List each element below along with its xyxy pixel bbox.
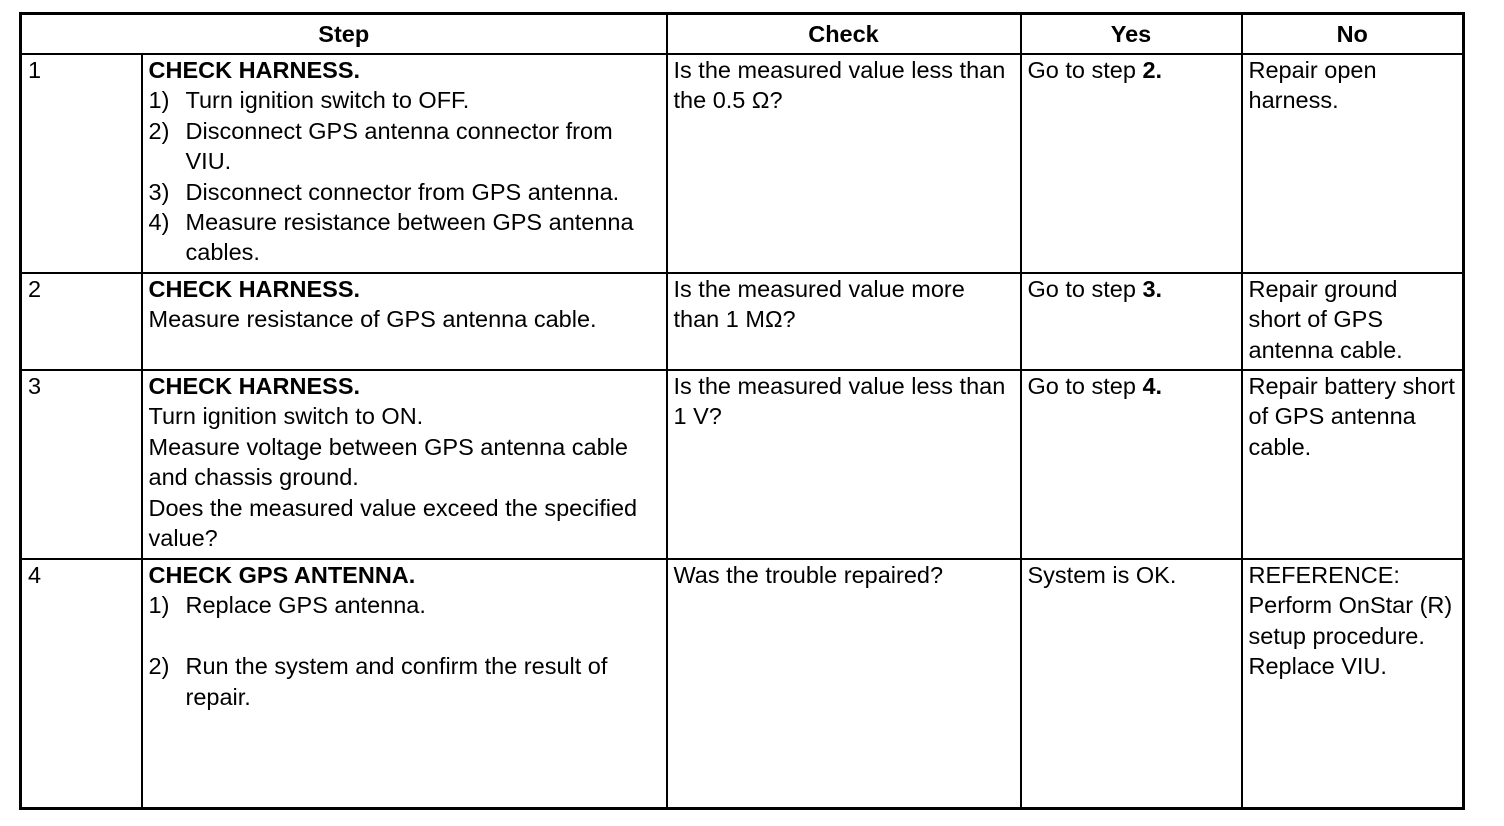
header-no: No — [1242, 14, 1464, 55]
step-line: Does the measured value exceed the specified value? — [148, 494, 638, 552]
substep-number: 1) — [148, 87, 170, 114]
step-cell — [142, 273, 667, 370]
check-cell: Was the trouble repaired? — [667, 559, 1021, 809]
no-cell: Repair battery short of GPS antenna cable. — [1242, 370, 1464, 559]
step-title: CHECK HARNESS. — [148, 373, 361, 399]
step-number: 1 — [21, 54, 142, 273]
substep-text: Run the system and confirm the result of repair. — [185, 653, 608, 710]
yes-step-ref: 3. — [1142, 276, 1163, 302]
substep — [149, 177, 660, 207]
step-cell — [142, 559, 667, 809]
yes-step-ref: 4. — [1142, 373, 1163, 399]
header-step: Step — [21, 14, 667, 55]
substep-spacer — [149, 621, 660, 651]
yes-step-ref: 2. — [1142, 57, 1163, 83]
substep-text: Turn ignition switch to OFF. — [185, 87, 470, 114]
substep-number: 2) — [148, 117, 170, 144]
diagnostic-table — [19, 12, 1465, 810]
substep-text: Disconnect GPS antenna connector from VIU. — [185, 117, 613, 175]
yes-cell: System is OK. — [1021, 559, 1242, 809]
check-cell: Is the measured value less than 1 V? — [667, 370, 1021, 559]
table-row — [21, 273, 1464, 370]
substep — [149, 207, 660, 268]
step-title: CHECK GPS ANTENNA. — [148, 562, 416, 588]
no-line: REFERENCE: — [1248, 562, 1400, 588]
yes-text: Go to step — [1027, 276, 1143, 302]
no-cell — [1242, 559, 1464, 809]
yes-text: Go to step — [1027, 57, 1143, 83]
header-check: Check — [667, 14, 1021, 55]
substep-number: 2) — [148, 653, 170, 680]
step-cell — [142, 54, 667, 273]
header-yes: Yes — [1021, 14, 1242, 55]
header-row — [21, 14, 1464, 55]
table-row — [21, 370, 1464, 559]
yes-cell — [1021, 54, 1242, 273]
step-line: Measure voltage between GPS antenna cable and chassis ground. — [148, 433, 628, 491]
check-cell: Is the measured value less than the 0.5 Ω? — [667, 54, 1021, 273]
substep-number: 4) — [148, 209, 170, 236]
no-cell: Repair ground short of GPS antenna cable. — [1242, 273, 1464, 370]
substep-number: 1) — [148, 592, 170, 619]
substep — [149, 85, 660, 115]
step-line: Turn ignition switch to ON. — [148, 403, 424, 430]
substep-text: Disconnect connector from GPS antenna. — [185, 178, 620, 205]
yes-text: Go to step — [1027, 373, 1143, 399]
yes-cell — [1021, 370, 1242, 559]
substep-number: 3) — [148, 178, 170, 205]
table-row — [21, 559, 1464, 809]
table-row — [21, 54, 1464, 273]
step-title: CHECK HARNESS. — [148, 57, 361, 83]
step-number: 3 — [21, 370, 142, 559]
substep — [149, 590, 660, 620]
substep — [149, 116, 660, 177]
no-line: Perform OnStar (R) setup procedure. — [1248, 592, 1453, 649]
check-cell: Is the measured value more than 1 MΩ? — [667, 273, 1021, 370]
substep-text: Replace GPS antenna. — [185, 592, 426, 619]
step-number: 2 — [21, 273, 142, 370]
substep — [149, 651, 660, 712]
substep-text: Measure resistance between GPS antenna cables. — [185, 209, 634, 266]
yes-cell — [1021, 273, 1242, 370]
no-line: Replace VIU. — [1248, 653, 1387, 680]
substep-list — [149, 590, 660, 712]
step-cell — [142, 370, 667, 559]
substep-list — [149, 85, 660, 267]
step-line: Measure resistance of GPS antenna cable. — [148, 306, 597, 333]
step-title: CHECK HARNESS. — [148, 276, 361, 302]
step-number: 4 — [21, 559, 142, 809]
no-cell: Repair open harness. — [1242, 54, 1464, 273]
